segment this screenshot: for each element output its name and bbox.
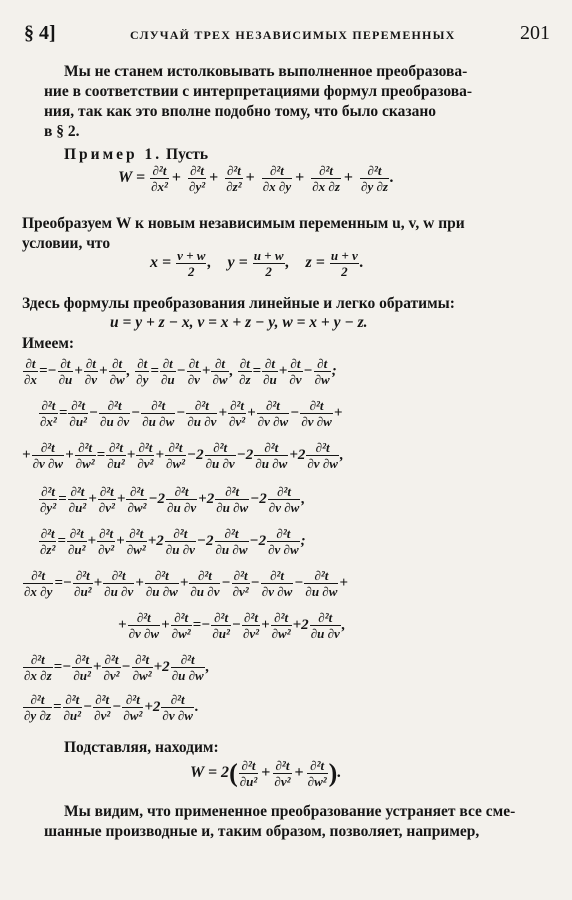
intro-paragraph: Мы не станем истолковывать выполненное преобразова- ние в соответствии с интерпретациями формул преобразова- ния, так как это вполне подобно тому, что было сказано в § 2. bbox=[44, 63, 473, 140]
linear-sentence: Здесь формулы преобразования линейные и легко обратимы: bbox=[22, 295, 455, 312]
chapter-title: СЛУЧАЙ ТРЕХ НЕЗАВИСИМЫХ ПЕРЕМЕННЫХ bbox=[130, 28, 456, 42]
section-number: § 4] bbox=[24, 22, 56, 44]
d2-dxdy-equation: $\frac{\text{∂²t}}{\partial x \partial y}$ =− $\frac{\text{∂²t}}{\text{∂u²}}$ + $\frac{\text{∂²t}}{\partial u \partial v}$ + $\frac{\text{∂²t}}{\partial u \partial w}$ + $\frac{\text{∂²t}}{\partial u \partial v}$ − $\frac{\text{∂²t}}{\text{∂v²}}$ − $\frac{\text{∂²t}}{\partial v \partial w}$ − $\frac{\text{∂²t}}{\partial u \partial w}$ + bbox=[24, 568, 348, 599]
conclusion-paragraph: Мы видим, что примененное преобразование устраняет все сме- шанные производные и, таким образом, позволяет, например, bbox=[44, 803, 516, 840]
running-header bbox=[24, 22, 550, 48]
d2-dy2-equation: $\frac{\text{∂²t}}{\text{∂y²}}$ = $\frac{\text{∂²t}}{\text{∂u²}}$ + $\frac{\text{∂²t}}{\text{∂v²}}$ + $\frac{\text{∂²t}}{\text{∂w²}}$ −2 $\frac{\text{∂²t}}{\partial u \partial v}$ +2 $\frac{\text{∂²t}}{\partial u \partial w}$ −2 $\frac{\text{∂²t}}{\partial v \partial w}$ , bbox=[40, 484, 306, 515]
example-heading: Пример 1. Пусть bbox=[64, 146, 209, 163]
substituting-sentence: Подставляя, находим: bbox=[64, 739, 219, 756]
d2-dx2-continued: + $\frac{\text{∂²t}}{\partial v \partial w}$ + $\frac{\text{∂²t}}{\text{∂w²}}$ = $\frac{\text{∂²t}}{\text{∂u²}}$ + $\frac{\text{∂²t}}{\text{∂v²}}$ + $\frac{\text{∂²t}}{\text{∂w²}}$ −2 $\frac{\text{∂²t}}{\partial u \partial v}$ −2 $\frac{\text{∂²t}}{\partial u \partial w}$ +2 $\frac{\text{∂²t}}{\partial v \partial w}$ , bbox=[22, 440, 344, 471]
d2-dxdz-equation: $\frac{\text{∂²t}}{\partial x \partial z}$ =− $\frac{\text{∂²t}}{\text{∂u²}}$ + $\frac{\text{∂²t}}{\text{∂v²}}$ − $\frac{\text{∂²t}}{\text{∂w²}}$ +2 $\frac{\text{∂²t}}{\partial u \partial w}$ , bbox=[24, 652, 210, 683]
d2-dx2-equation: $\frac{\text{∂²t}}{\text{∂x²}}$ = $\frac{\text{∂²t}}{\text{∂u²}}$ − $\frac{\text{∂²t}}{\partial u \partial v}$ − $\frac{\text{∂²t}}{\partial u \partial w}$ − $\frac{\text{∂²t}}{\partial u \partial v}$ + $\frac{\text{∂²t}}{\text{∂v²}}$ + $\frac{\text{∂²t}}{\partial v \partial w}$ − $\frac{\text{∂²t}}{\partial v \partial w}$ + bbox=[40, 398, 343, 429]
page-number: 201 bbox=[520, 22, 550, 44]
imeem-label: Имеем: bbox=[22, 335, 75, 352]
substitution-equation: x = $\frac{v + w}{2}$ , y = $\frac{u + w}{2}$ , z = $\frac{u + v}{2}$ . bbox=[150, 248, 364, 279]
d2-dxdy-continued: + $\frac{\text{∂²t}}{\partial v \partial w}$ + $\frac{\text{∂²t}}{\text{∂w²}}$ =− $\frac{\text{∂²t}}{\text{∂u²}}$ − $\frac{\text{∂²t}}{\text{∂v²}}$ + $\frac{\text{∂²t}}{\text{∂w²}}$ +2 $\frac{\text{∂²t}}{\partial u \partial v}$ , bbox=[118, 610, 346, 641]
inverse-equation: u = y + z − x, v = x + z − y, w = x + y − z. bbox=[110, 314, 368, 331]
d2-dydz-equation: $\frac{\text{∂²t}}{\partial y \partial z}$ = $\frac{\text{∂²t}}{\text{∂u²}}$ − $\frac{\text{∂²t}}{\text{∂v²}}$ − $\frac{\text{∂²t}}{\text{∂w²}}$ +2 $\frac{\text{∂²t}}{\partial v \partial w}$ . bbox=[24, 692, 199, 723]
d2-dz2-equation: $\frac{\text{∂²t}}{\text{∂z²}}$ = $\frac{\text{∂²t}}{\text{∂u²}}$ + $\frac{\text{∂²t}}{\text{∂v²}}$ + $\frac{\text{∂²t}}{\text{∂w²}}$ +2 $\frac{\text{∂²t}}{\partial u \partial v}$ −2 $\frac{\text{∂²t}}{\partial u \partial w}$ −2 $\frac{\text{∂²t}}{\partial v \partial w}$ ; bbox=[40, 526, 306, 557]
w-definition-equation: W = $\frac{\text{∂²t}}{\text{∂x²}}$ + $\frac{\text{∂²t}}{\text{∂y²}}$ + $\frac{\text{∂²t}}{\text{∂z²}}$ + $\frac{\text{∂²t}}{\partial x \partial y}$ + $\frac{\text{∂²t}}{\partial x \partial z}$ + $\frac{\text{∂²t}}{\partial y \partial z}$ . bbox=[118, 163, 394, 194]
first-derivatives-equation: $\frac{\partial t}{\partial x}$ =− $\frac{\partial t}{\partial u}$ + $\frac{\partial t}{\partial v}$ + $\frac{\partial t}{\partial w}$ , $\frac{\partial t}{\partial y}$ = $\frac{\partial t}{\partial u}$ − $\frac{\partial t}{\partial v}$ + $\frac{\partial t}{\partial w}$ , $\frac{\partial t}{\partial z}$ = $\frac{\partial t}{\partial u}$ + $\frac{\partial t}{\partial v}$ − $\frac{\partial t}{\partial w}$ ; bbox=[24, 356, 337, 387]
transform-paragraph: Преобразуем W к новым независимым переменным u, v, w при условии, что bbox=[22, 215, 465, 252]
result-equation: W = 2( $\frac{\text{∂²t}}{\text{∂u²}}$ + $\frac{\text{∂²t}}{\text{∂v²}}$ + $\frac{\text{∂²t}}{\text{∂w²}}$ ). bbox=[190, 758, 342, 789]
